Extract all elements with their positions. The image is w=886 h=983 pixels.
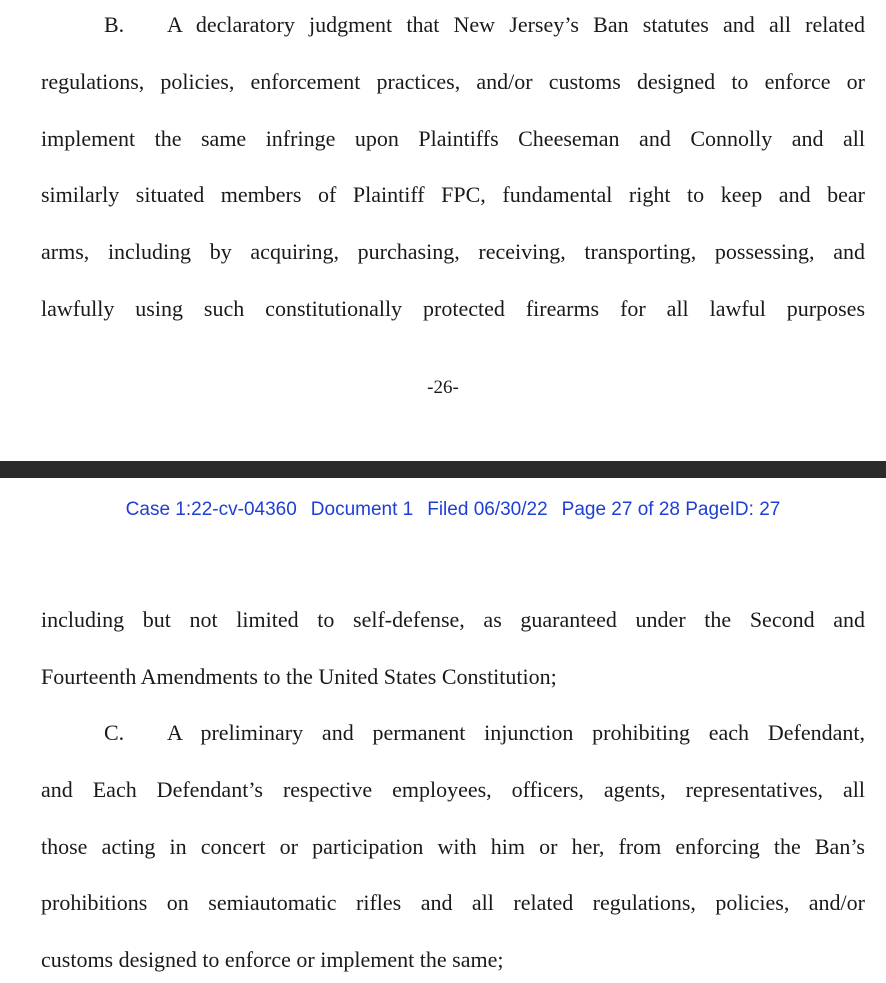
item-c-first-line [104, 720, 865, 746]
body-line: customs designed to enforce or implement the same; [41, 947, 504, 972]
case-number: Case 1:22-cv-04360 [125, 499, 297, 520]
body-line: prohibitions on semiautomatic rifles and all related regulations, policies, and/or [41, 890, 865, 915]
body-line: regulations, policies, enforcement practices, and/or customs designed to enforce or [41, 69, 865, 94]
page-divider [0, 461, 886, 478]
body-line: similarly situated members of Plaintiff FPC, fundamental right to keep and bear [41, 182, 865, 207]
item-b-letter: B. [104, 12, 125, 37]
document-number: Document 1 [310, 499, 414, 520]
item-b-text: A declaratory judgment that New Jersey’s Ban statutes and all related [167, 12, 865, 37]
body-line: and Each Defendant’s respective employees, officers, agents, representatives, all [41, 777, 865, 802]
item-b-first-line [104, 12, 865, 38]
filed-date: Filed 06/30/22 [427, 499, 548, 520]
body-line: those acting in concert or participation with him or her, from enforcing the Ban’s [41, 834, 865, 859]
page-number: -26- [427, 377, 459, 398]
body-line: including but not limited to self-defense, as guaranteed under the Second and [41, 607, 865, 632]
body-line: Fourteenth Amendments to the United States Constitution; [41, 664, 557, 689]
page-info: Page 27 of 28 PageID: 27 [561, 499, 781, 520]
body-line: implement the same infringe upon Plaintiffs Cheeseman and Connolly and all [41, 126, 865, 151]
body-line: arms, including by acquiring, purchasing, receiving, transporting, possessing, and [41, 239, 865, 264]
item-c-text: A preliminary and permanent injunction prohibiting each Defendant, [167, 720, 865, 745]
case-header [0, 497, 886, 523]
body-line: lawfully using such constitutionally protected firearms for all lawful purposes [41, 296, 865, 321]
item-c-letter: C. [104, 720, 125, 745]
